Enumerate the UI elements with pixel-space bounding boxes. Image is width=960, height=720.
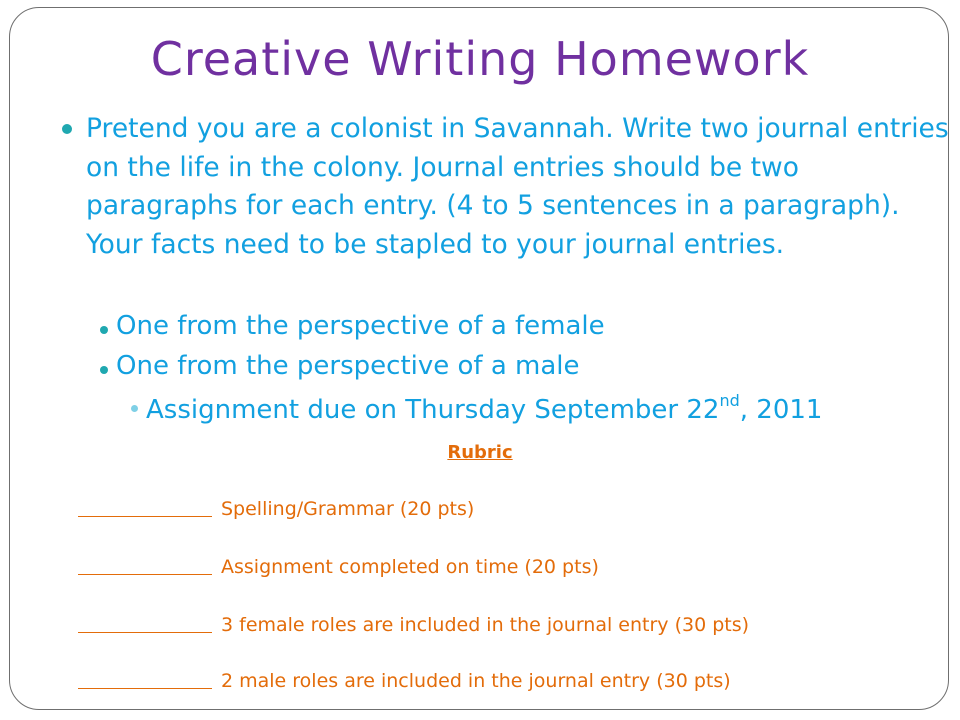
due-date-year: , 2011: [739, 395, 823, 425]
due-date-text: Assignment due on Thursday September 22: [146, 395, 720, 425]
rubric-item: [78, 554, 599, 578]
bullet-dot-icon: [100, 326, 108, 334]
rubric-item-label: Assignment completed on time (20 pts): [221, 556, 599, 578]
rubric-item-label: Spelling/Grammar (20 pts): [221, 498, 475, 520]
score-blank[interactable]: [78, 554, 212, 575]
bullet-dot-icon: [100, 366, 108, 374]
bullet-dot-icon: [131, 405, 138, 412]
rubric-item: [78, 612, 749, 636]
main-instruction: Pretend you are a colonist in Savannah. Write two journal entries on the life in the colony. Journal entries should be two paragraphs for each entry. (4 to 5 sentences in a paragraph). Your facts need to be stapled to your journal entries.: [86, 113, 949, 260]
score-blank[interactable]: [78, 668, 212, 689]
rubric-item: [78, 668, 731, 692]
score-blank[interactable]: [78, 612, 212, 633]
due-date-superscript: nd: [719, 391, 740, 410]
due-date-bullet: [146, 391, 822, 425]
rubric-title: Rubric: [447, 442, 513, 463]
sub-bullet-male: One from the perspective of a male: [116, 351, 580, 381]
bullet-dot-icon: [62, 124, 72, 134]
sub-bullet-female: One from the perspective of a female: [116, 311, 605, 341]
score-blank[interactable]: [78, 496, 212, 517]
rubric-item: [78, 496, 474, 520]
rubric-item-label: 3 female roles are included in the journal entry (30 pts): [221, 614, 750, 636]
rubric-item-label: 2 male roles are included in the journal entry (30 pts): [221, 670, 731, 692]
slide-title: Creative Writing Homework: [150, 32, 810, 86]
